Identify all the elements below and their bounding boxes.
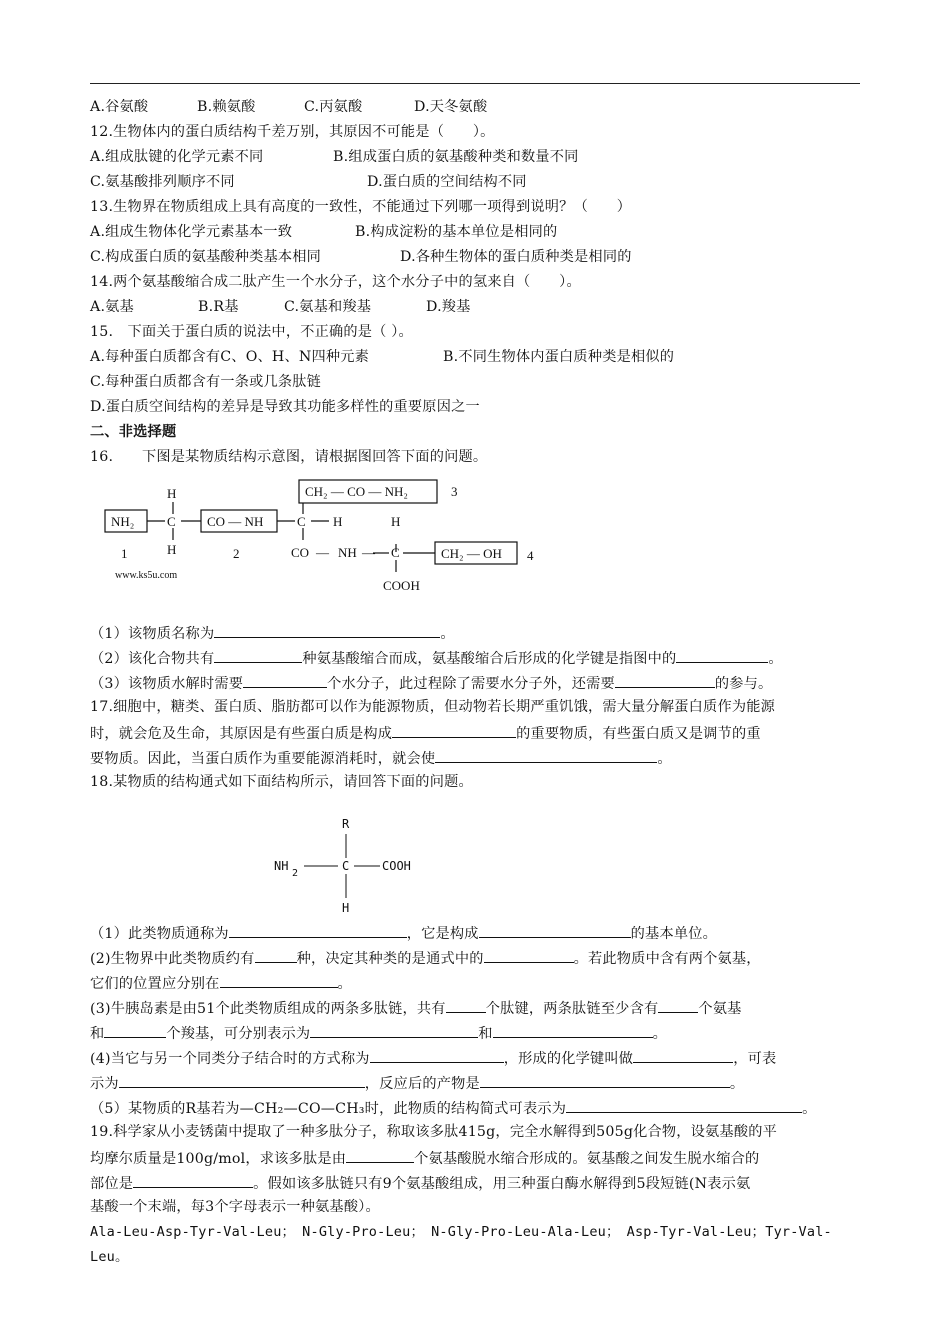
q18-part3-blank-5[interactable] (493, 1022, 653, 1038)
section-heading: 二、非选择题 (90, 424, 177, 440)
h-top-3: H (391, 514, 401, 529)
dash-2: — (362, 545, 375, 560)
nh2-text: NH₂ (111, 514, 135, 529)
nh-text: NH (338, 545, 357, 560)
q15-option-a: A.每种蛋白质都含有C、O、H、N四种元素 (90, 349, 370, 365)
q19-line3 (90, 1172, 750, 1194)
watermark-text: www.ks5u.com (115, 570, 178, 581)
q18-stem: 18.某物质的结构通式如下面结构所示，请回答下面的问题。 (90, 774, 473, 790)
q18-part4-text-c: ，可表 (733, 1051, 777, 1067)
dash-1: — (316, 545, 329, 560)
c-1: C (167, 514, 176, 529)
q13-option-c: C.构成蛋白质的氨基酸种类基本相同 (90, 249, 322, 265)
q17-blank-2[interactable] (435, 747, 657, 763)
q11-option-d: D.天冬氨酸 (414, 99, 488, 115)
q16-part1-end: 。 (440, 626, 455, 642)
q17-line2-text-a: 时，就会危及生命，其原因是有些蛋白质是构成 (90, 726, 393, 742)
q12-options-cd (90, 172, 527, 192)
q18-part1-end: 的基本单位。 (630, 926, 717, 942)
c-3: C (391, 545, 400, 560)
q19-blank-2[interactable] (133, 1172, 253, 1188)
q19-line2-text-a: 均摩尔质量是100g/mol，求该多肽是由 (90, 1151, 347, 1167)
q11-option-b: B.赖氨酸 (197, 99, 256, 115)
co-nh-text: CO — NH (207, 514, 264, 529)
formula-r: R (342, 817, 350, 831)
q19-line4: 基酸一个末端，每3个字母表示一种氨基酸）。 (90, 1199, 380, 1215)
q18-part4-text-b: ，形成的化学键叫做 (503, 1051, 634, 1067)
q13-stem: 13.生物界在物质组成上具有高度的一致性，不能通过下列哪一项得到说明？（ ） (90, 199, 632, 215)
q16-part2-text-a: （2）该化合物共有 (90, 651, 215, 667)
q16-part3-end: 的参与。 (714, 676, 773, 692)
q18-part4-end: 。 (729, 1076, 745, 1092)
q18-part4-text-a: (4)当它与另一个同类分子结合时的方式称为 (90, 1051, 370, 1067)
q18-part2-text-c: 。若此物质中含有两个氨基， (573, 951, 761, 967)
q16-structure-diagram (95, 478, 555, 600)
q19-line3-text-a: 部位是 (90, 1176, 134, 1192)
ch2-oh-text: CH₂ — OH (441, 546, 502, 561)
q19-line2-text-b: 个氨基酸脱水缩合形成的。氨基酸之间发生脱水缩合的 (414, 1151, 760, 1167)
q14-stem: 14.两个氨基酸缩合成二肽产生一个水分子，这个水分子中的氢来自（ ）。 (90, 274, 581, 290)
q13-option-a: A.组成生物体化学元素基本一致 (90, 224, 293, 240)
q18-part2 (90, 947, 761, 969)
q15-option-b: B.不同生物体内蛋白质种类是相似的 (443, 349, 675, 365)
q14-option-c: C.氨基和羧基 (284, 299, 372, 315)
q18-part3-text-c: 个氨基 (698, 1001, 742, 1017)
q15-option-c: C.每种蛋白质都含有一条或几条肽链 (90, 374, 322, 390)
q18-part4-cont (90, 1072, 744, 1094)
q17-line1: 17.细胞中，糖类、蛋白质、脂肪都可以作为能源物质，但动物若长期严重饥饿，需大量分解蛋白质作为能源 (90, 699, 775, 715)
q17-line3 (90, 747, 672, 769)
q13-options-cd (90, 247, 632, 267)
q16-part1-text: （1）该物质名称为 (90, 626, 215, 642)
q17-line3-end: 。 (657, 751, 672, 767)
q17-blank-1[interactable] (392, 722, 516, 738)
q18-part4-text-d: 示为 (90, 1076, 119, 1092)
header-rule (90, 83, 860, 84)
q18-part2-text-d: 它们的位置应分别在 (90, 976, 220, 992)
label-4: 4 (527, 548, 534, 563)
q13-option-b: B.构成淀粉的基本单位是相同的 (355, 224, 558, 240)
q19-line1: 19.科学家从小麦锈菌中提取了一种多肽分子，称取该多肽415g，完全水解得到505g化合物，设氨基酸的平 (90, 1124, 777, 1140)
formula-cooh: COOH (382, 859, 411, 873)
q18-part2-blank-2[interactable] (484, 947, 574, 963)
label-1: 1 (121, 546, 128, 561)
q18-part3 (90, 997, 742, 1019)
q18-part3-blank-3[interactable] (104, 1022, 166, 1038)
co-text: CO (291, 545, 310, 560)
formula-sub2: 2 (292, 868, 299, 879)
q16-part2-blank-1[interactable] (214, 647, 302, 663)
amino-acid-formula (270, 814, 440, 916)
q19-line3-text-b: 。假如该多肽链只有9个氨基酸组成，用三种蛋白酶水解得到5段短链(N表示氨 (253, 1176, 751, 1192)
q18-part4-blank-3[interactable] (119, 1072, 365, 1088)
q18-part2-cont (90, 972, 352, 994)
q16-part1-blank[interactable] (214, 622, 440, 638)
q16-part2-blank-2[interactable] (676, 647, 768, 663)
q18-part3-text-a: (3)牛胰岛素是由51个此类物质组成的两条多肽链，共有 (90, 1001, 446, 1017)
q12-stem: 12.生物体内的蛋白质结构千差万别，其原因不可能是（ ）。 (90, 124, 495, 140)
q18-part1-blank-2[interactable] (479, 922, 631, 938)
q18-part5-text-a: （5）某物质的R基若为—CH₂—CO—CH₃时，此物质的结构简式可表示为 (90, 1101, 567, 1117)
q18-part5-end: 。 (802, 1101, 817, 1117)
q18-part2-text-a: (2)生物界中此类物质约有 (90, 951, 255, 967)
q16-part2-text-b: 种氨基酸缩合而成，氨基酸缩合后形成的化学键是指图中的 (302, 651, 677, 667)
q18-part3-end: 。 (652, 1026, 668, 1042)
q11-option-c: C.丙氨酸 (304, 99, 363, 115)
formula-c: C (342, 859, 350, 873)
q14-option-d: D.羧基 (426, 299, 471, 315)
q18-part2-text-b: 种，决定其种类的是通式中的 (296, 951, 484, 967)
q18-part4-text-e: ，反应后的产物是 (364, 1076, 480, 1092)
q19-line2 (90, 1147, 759, 1169)
q16-stem: 16. 下图是某物质结构示意图，请根据图回答下面的问题。 (90, 449, 488, 465)
q16-part3-text-b: 个水分子，此过程除了需要水分子外，还需要 (327, 676, 615, 692)
q18-part2-blank-1[interactable] (255, 947, 297, 963)
q14-option-b: B.R基 (198, 299, 239, 315)
q16-part3 (90, 672, 772, 694)
q18-part1-text-b: ，它是构成 (406, 926, 479, 942)
q16-part3-text-a: （3）该物质水解时需要 (90, 676, 244, 692)
q18-part3-blank-2[interactable] (658, 997, 698, 1013)
q14-options (90, 297, 471, 317)
formula-h: H (342, 901, 350, 915)
q18-part5 (90, 1097, 817, 1119)
q17-line3-text-a: 要物质。因此，当蛋白质作为重要能源消耗时，就会使 (90, 751, 436, 767)
q16-part2 (90, 647, 783, 669)
q18-part3-text-e: 个羧基，可分别表示为 (166, 1026, 311, 1042)
q19-blank-1[interactable] (346, 1147, 414, 1163)
q18-part3-blank-4[interactable] (310, 1022, 478, 1038)
q12-option-d: D.蛋白质的空间结构不同 (367, 174, 527, 190)
q16-part3-blank-1[interactable] (243, 672, 327, 688)
ch2-co-nh2-text: CH₂ — CO — NH₂ (305, 484, 408, 499)
q18-part3-blank-1[interactable] (446, 997, 486, 1013)
q14-option-a: A.氨基 (90, 299, 134, 315)
q18-part3-cont (90, 1022, 667, 1044)
formula-nh: NH (274, 859, 289, 873)
q13-options-ab (90, 222, 557, 242)
q15-stem: 15. 下面关于蛋白质的说法中，不正确的是（ ）。 (90, 324, 413, 340)
q15-options-ab (90, 347, 674, 367)
q18-part4 (90, 1047, 776, 1069)
q11-options (90, 97, 487, 117)
q12-option-b: B.组成蛋白质的氨基酸种类和数量不同 (333, 149, 579, 165)
q18-part1 (90, 922, 717, 944)
q18-part3-text-b: 个肽键，两条肽链至少含有 (485, 1001, 659, 1017)
q18-part4-blank-2[interactable] (633, 1047, 733, 1063)
q12-options-ab (90, 147, 579, 167)
q19-peptide-fragments: Ala-Leu-Asp-Tyr-Val-Leu； N-Gly-Pro-Leu； N-Gly-Pro-Leu-Ala-Leu； Asp-Tyr-Val-Leu；Tyr-Val- (90, 1224, 832, 1240)
q12-option-c: C.氨基酸排列顺序不同 (90, 174, 235, 190)
h-bottom-1: H (167, 542, 177, 557)
q18-part5-blank[interactable] (566, 1097, 802, 1113)
q17-line2 (90, 722, 761, 744)
q16-part2-end: 。 (768, 651, 783, 667)
q17-line2-text-b: 的重要物质，有些蛋白质又是调节的重 (516, 726, 761, 742)
q18-part2-blank-3[interactable] (220, 972, 338, 988)
label-3: 3 (451, 484, 458, 499)
q16-part1 (90, 622, 455, 644)
q18-part4-blank-1[interactable] (370, 1047, 504, 1063)
q18-part1-text-a: （1）此类物质通称为 (90, 926, 229, 942)
q13-option-d: D.各种生物体的蛋白质种类是相同的 (400, 249, 632, 265)
q18-part4-blank-4[interactable] (480, 1072, 730, 1088)
q18-part3-text-d: 和 (90, 1026, 105, 1042)
q18-part1-blank-1[interactable] (229, 922, 407, 938)
q12-option-a: A.组成肽键的化学元素不同 (90, 149, 264, 165)
h-right-2: H (333, 514, 343, 529)
label-2: 2 (233, 546, 240, 561)
q18-part2-end: 。 (337, 976, 352, 992)
q15-option-d: D.蛋白质空间结构的差异是导致其功能多样性的重要原因之一 (90, 399, 480, 415)
q18-part3-text-f: 和 (478, 1026, 493, 1042)
h-top-1: H (167, 486, 177, 501)
q19-peptide-fragments-cont: Leu。 (90, 1249, 129, 1265)
q11-option-a: A.谷氨酸 (90, 99, 149, 115)
q16-part3-blank-2[interactable] (615, 672, 715, 688)
c-2: C (297, 514, 306, 529)
cooh-text: COOH (383, 578, 420, 593)
